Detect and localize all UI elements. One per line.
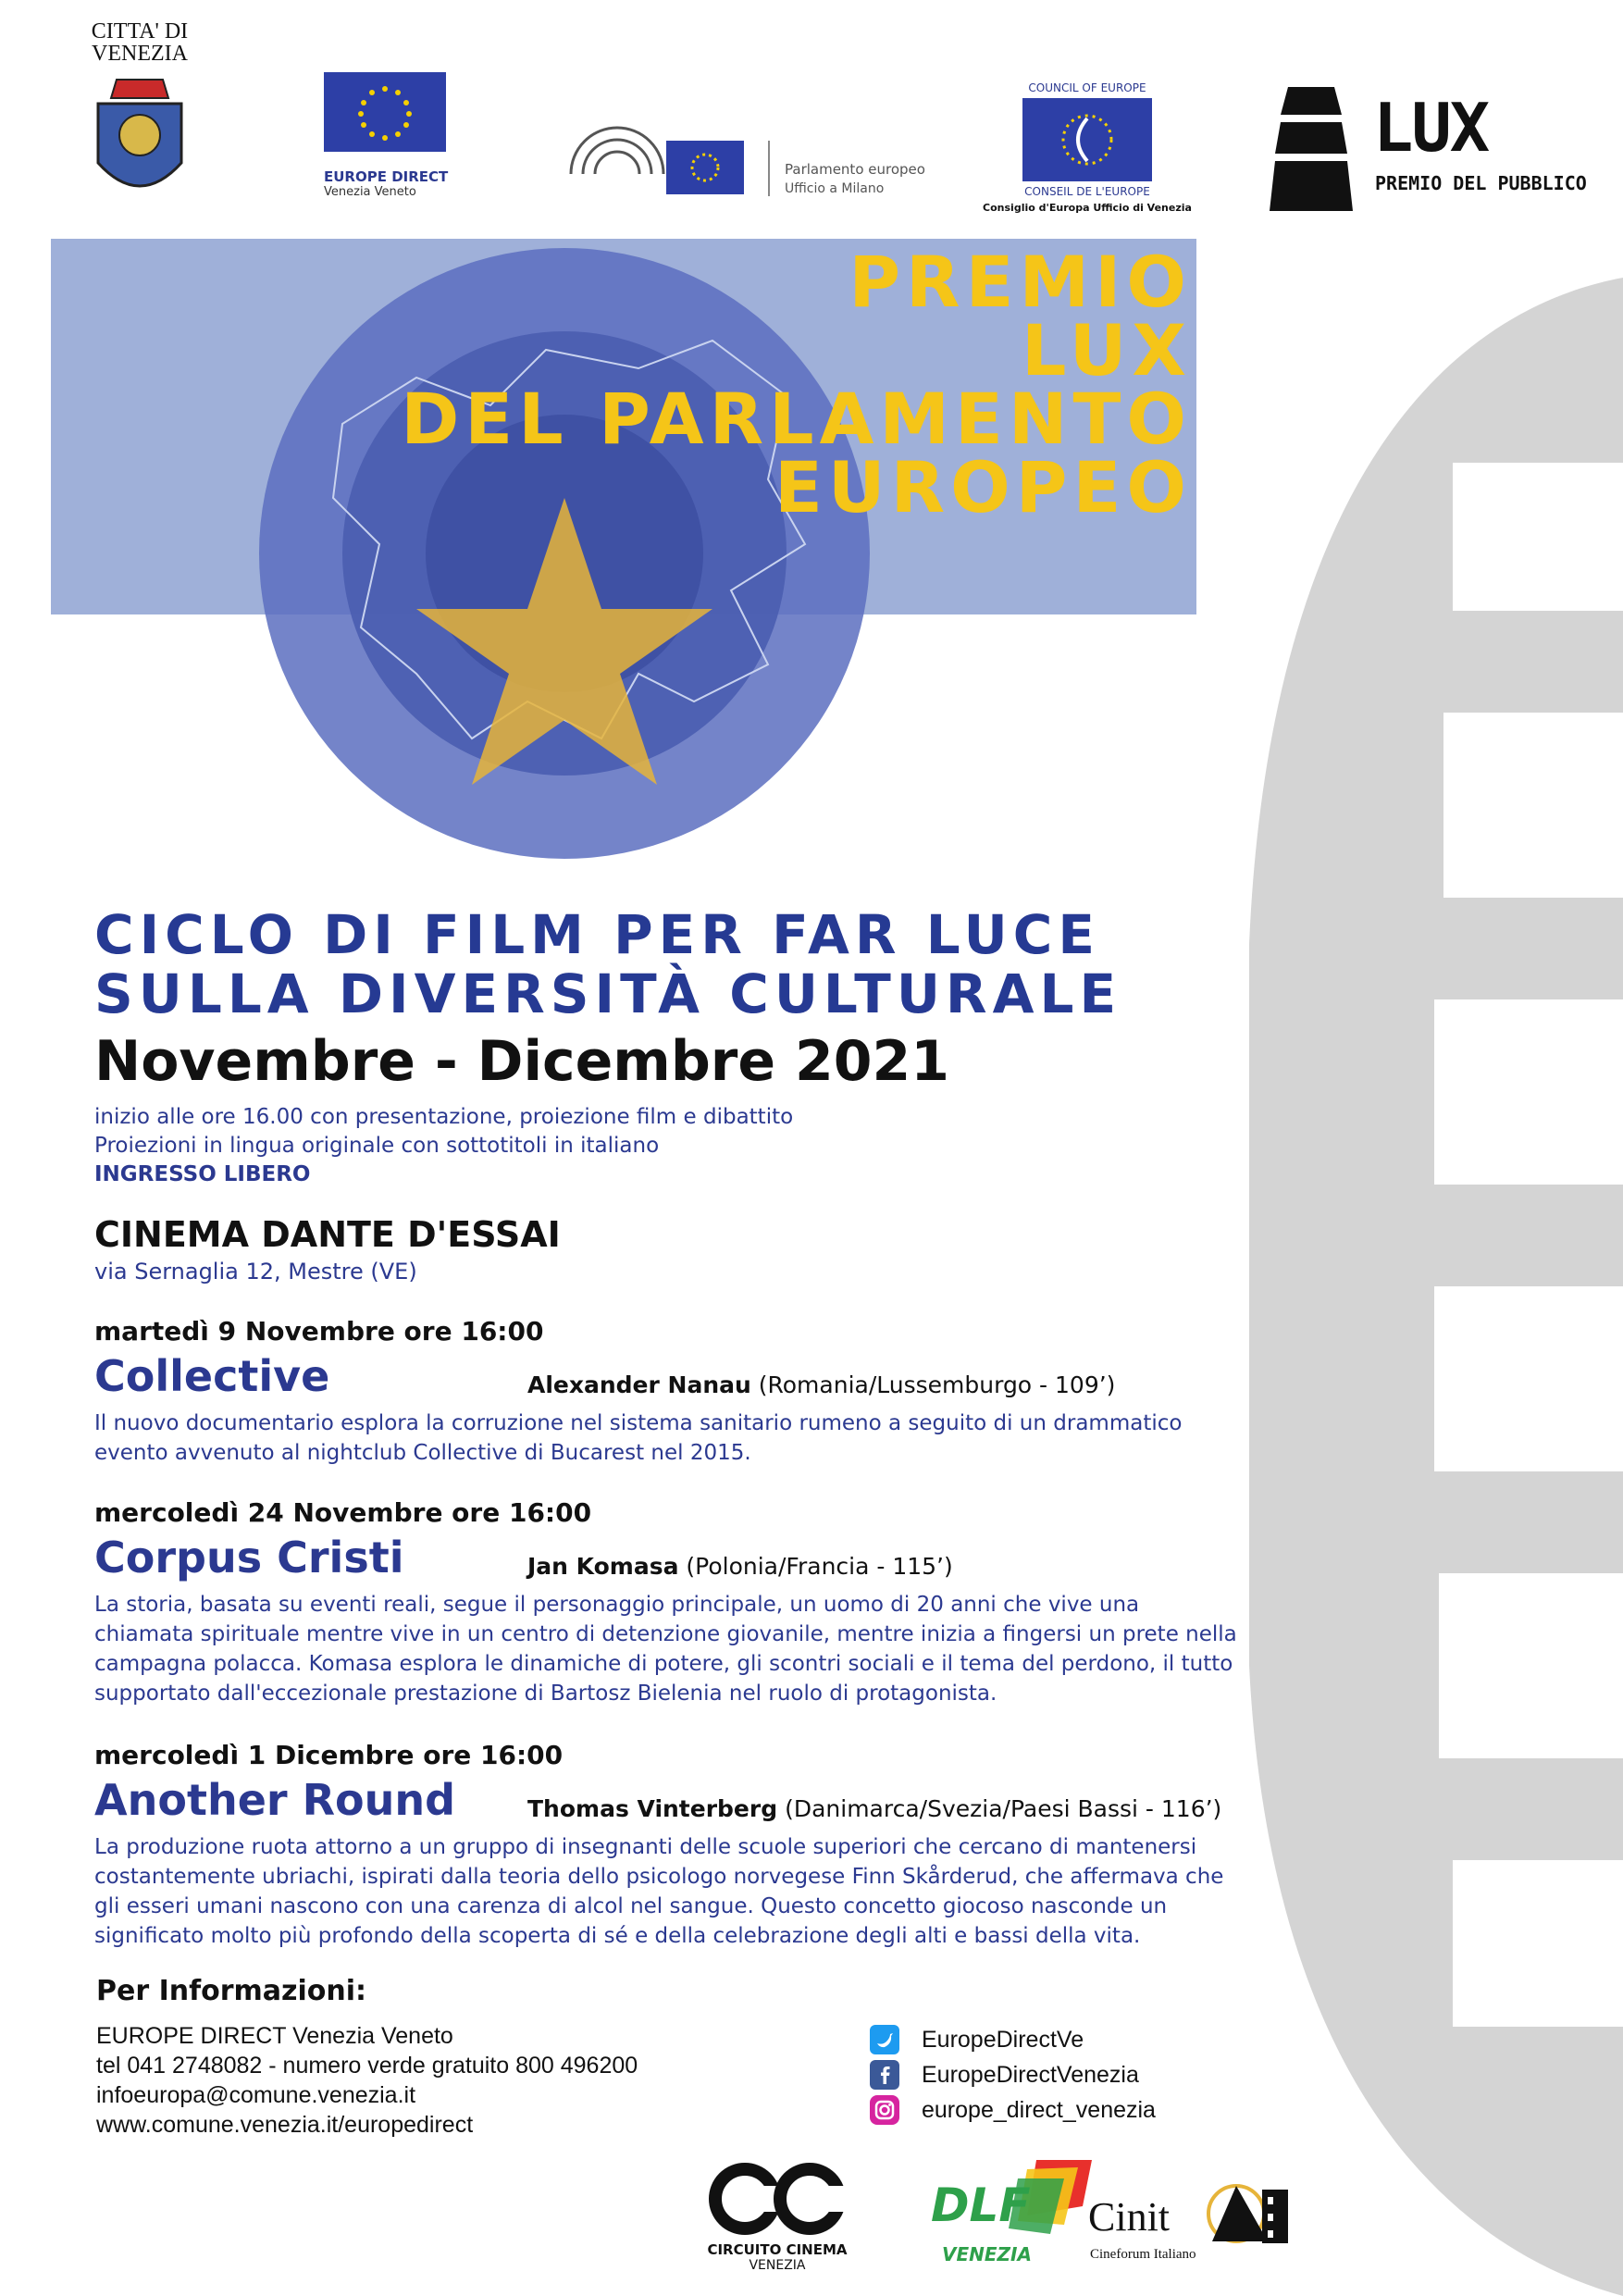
parlamento-subtitle: Ufficio a Milano: [785, 181, 885, 196]
film-1-date: martedì 9 Novembre ore 16:00: [94, 1316, 544, 1347]
logo-lux: [1270, 87, 1593, 217]
circuito-cinema-line-2: VENEZIA: [749, 2258, 806, 2273]
coe-bottom-text: Consiglio d'Europa Ufficio di Venezia: [983, 202, 1192, 214]
europe-direct-title: EUROPE DIRECT: [324, 168, 449, 185]
entry-free: INGRESSO LIBERO: [94, 1162, 311, 1186]
sponsor-cinit: [1088, 2177, 1301, 2278]
film-3-credits: [527, 1795, 1221, 1822]
banner-line-2: LUX: [1021, 309, 1192, 391]
facebook-icon: [870, 2060, 899, 2090]
logo-parlamento-europeo: [566, 100, 955, 202]
twitter-icon: [870, 2025, 899, 2054]
dlf-subtitle: VENEZIA: [942, 2243, 1032, 2265]
eu-flag-icon: [324, 72, 446, 152]
film-2-credits: [527, 1553, 953, 1580]
film-2-date: mercoledì 24 Novembre ore 16:00: [94, 1497, 592, 1528]
venezia-crest-icon: [89, 70, 191, 209]
film-2-description: [94, 1590, 1237, 1708]
sponsor-circuito-cinema: [703, 2162, 851, 2273]
logo-citta-venezia: [89, 20, 209, 224]
cinit-subtitle: Cineforum Italiano: [1090, 2247, 1196, 2262]
banner-line-4: EUROPEO: [774, 446, 1192, 528]
social-instagram[interactable]: [870, 2095, 1156, 2125]
logo-europe-direct: [324, 72, 463, 199]
film-2-details: (Polonia/Francia - 115’): [686, 1553, 953, 1580]
film-2-desc-line: supportato dall'eccezionale prestazione di Bartosz Bielenia nel ruolo di protagonista.: [94, 1682, 997, 1706]
film-1-title: Collective: [94, 1351, 330, 1401]
logo-council-of-europe: [981, 81, 1194, 214]
coe-mid-text: CONSEIL DE L'EUROPE: [1024, 185, 1150, 198]
film-3-desc-line: costantemente ubriachi, ispirati dalla teoria dello psicologo norvegese Finn Skårderud, che affermava che: [94, 1865, 1224, 1889]
film-2-desc-line: La storia, basata su eventi reali, segue il personaggio principale, un uomo di 20 anni che vive una: [94, 1593, 1140, 1617]
circuito-cinema-cc-icon: [708, 2162, 847, 2236]
film-1-credits: [527, 1371, 1115, 1398]
note-start-time: inizio alle ore 16.00 con presentazione, proiezione film e dibattito: [94, 1105, 794, 1129]
cinit-text: Cinit: [1088, 2194, 1171, 2240]
parlamento-divider: [768, 141, 770, 196]
banner-line-3: DEL PARLAMENTO: [401, 378, 1192, 460]
film-3-desc-line: gli esseri umani nascono con una carenza di alcol nel sangue. Questo concetto giocoso nasconde un: [94, 1894, 1168, 1918]
cycle-heading-line-1: CICLO DI FILM PER FAR LUCE: [94, 903, 1100, 966]
cycle-heading: [94, 905, 1242, 1024]
cycle-heading-line-2: SULLA DIVERSITÀ CULTURALE: [94, 962, 1122, 1025]
banner-title: [278, 241, 1192, 528]
film-3-title: Another Round: [94, 1775, 456, 1825]
film-3-desc-line: significato molto più profondo della scoperta di sé e della celebrazione degli alti e bassi della vita.: [94, 1924, 1141, 1948]
film-3-desc-line: La produzione ruota attorno a un gruppo di insegnanti delle scuole superiori che cercano di mantenersi: [94, 1835, 1197, 1859]
venue-name: CINEMA DANTE D'ESSAI: [94, 1214, 561, 1255]
facebook-handle: EuropeDirectVenezia: [922, 2062, 1139, 2088]
parliament-hemicycle-icon: [566, 100, 668, 183]
cinit-reel-icon: [1203, 2177, 1295, 2260]
twitter-handle: EuropeDirectVe: [922, 2027, 1084, 2053]
coe-top-text: COUNCIL OF EUROPE: [1028, 81, 1146, 94]
lux-tower-icon: [1270, 87, 1353, 211]
film-3-director: Thomas Vinterberg: [527, 1795, 778, 1822]
banner-line-1: PREMIO: [849, 241, 1192, 323]
film-1-details: (Romania/Lussemburgo - 109’): [758, 1371, 1116, 1398]
info-block: [96, 2021, 638, 2140]
europe-direct-subtitle: Venezia Veneto: [324, 185, 416, 199]
lux-subtitle: PREMIO DEL PUBBLICO: [1375, 172, 1587, 194]
film-2-director: Jan Komasa: [527, 1553, 679, 1580]
info-org: EUROPE DIRECT Venezia Veneto: [96, 2023, 453, 2049]
circuito-cinema-line-1: CIRCUITO CINEMA: [707, 2241, 848, 2258]
film-1-description: [94, 1409, 1182, 1468]
sponsor-dlf: [925, 2160, 1092, 2271]
dlf-text: DLF: [931, 2178, 1031, 2232]
instagram-icon: [870, 2095, 899, 2125]
social-twitter[interactable]: [870, 2025, 1084, 2054]
social-facebook[interactable]: [870, 2060, 1139, 2090]
eu-flag-small-icon: [666, 141, 744, 194]
lux-title: LUX: [1373, 89, 1489, 167]
film-3-description: [94, 1832, 1223, 1951]
event-notes: [94, 1103, 793, 1189]
instagram-handle: europe_direct_venezia: [922, 2097, 1156, 2123]
film-2-desc-line: chiamata spirituale mentre vive in un centro di detenzione giovanile, mentre inizia a fingersi un prete nella: [94, 1622, 1237, 1646]
film-2-desc-line: campagna polacca. Komasa esplora le dinamiche di potere, gli scontri sociali e il tema del perdono, il tutto: [94, 1652, 1233, 1676]
coe-flag-icon: [1022, 98, 1152, 181]
info-website[interactable]: www.comune.venezia.it/europedirect: [96, 2112, 474, 2138]
film-reel-decoration: [1231, 278, 1623, 2296]
venue-address: via Sernaglia 12, Mestre (VE): [94, 1259, 417, 1285]
note-language: Proiezioni in lingua originale con sottotitoli in italiano: [94, 1134, 660, 1158]
film-3-details: (Danimarca/Svezia/Paesi Bassi - 116’): [785, 1795, 1222, 1822]
film-1-director: Alexander Nanau: [527, 1371, 751, 1398]
film-2-title: Corpus Cristi: [94, 1533, 404, 1582]
event-period: Novembre - Dicembre 2021: [94, 1029, 949, 1094]
info-title: Per Informazioni:: [96, 1975, 367, 2007]
parlamento-title: Parlamento europeo: [785, 161, 925, 178]
film-1-desc-line: evento avvenuto al nightclub Collective di Bucarest nel 2015.: [94, 1441, 751, 1465]
venezia-logo-text: CITTA' DI VENEZIA: [91, 19, 189, 66]
info-tel: tel 041 2748082 - numero verde gratuito 800 496200: [96, 2053, 638, 2079]
info-email[interactable]: infoeuropa@comune.venezia.it: [96, 2082, 416, 2108]
film-3-date: mercoledì 1 Dicembre ore 16:00: [94, 1740, 564, 1770]
film-1-desc-line: Il nuovo documentario esplora la corruzione nel sistema sanitario rumeno a seguito di un drammatico: [94, 1411, 1183, 1435]
